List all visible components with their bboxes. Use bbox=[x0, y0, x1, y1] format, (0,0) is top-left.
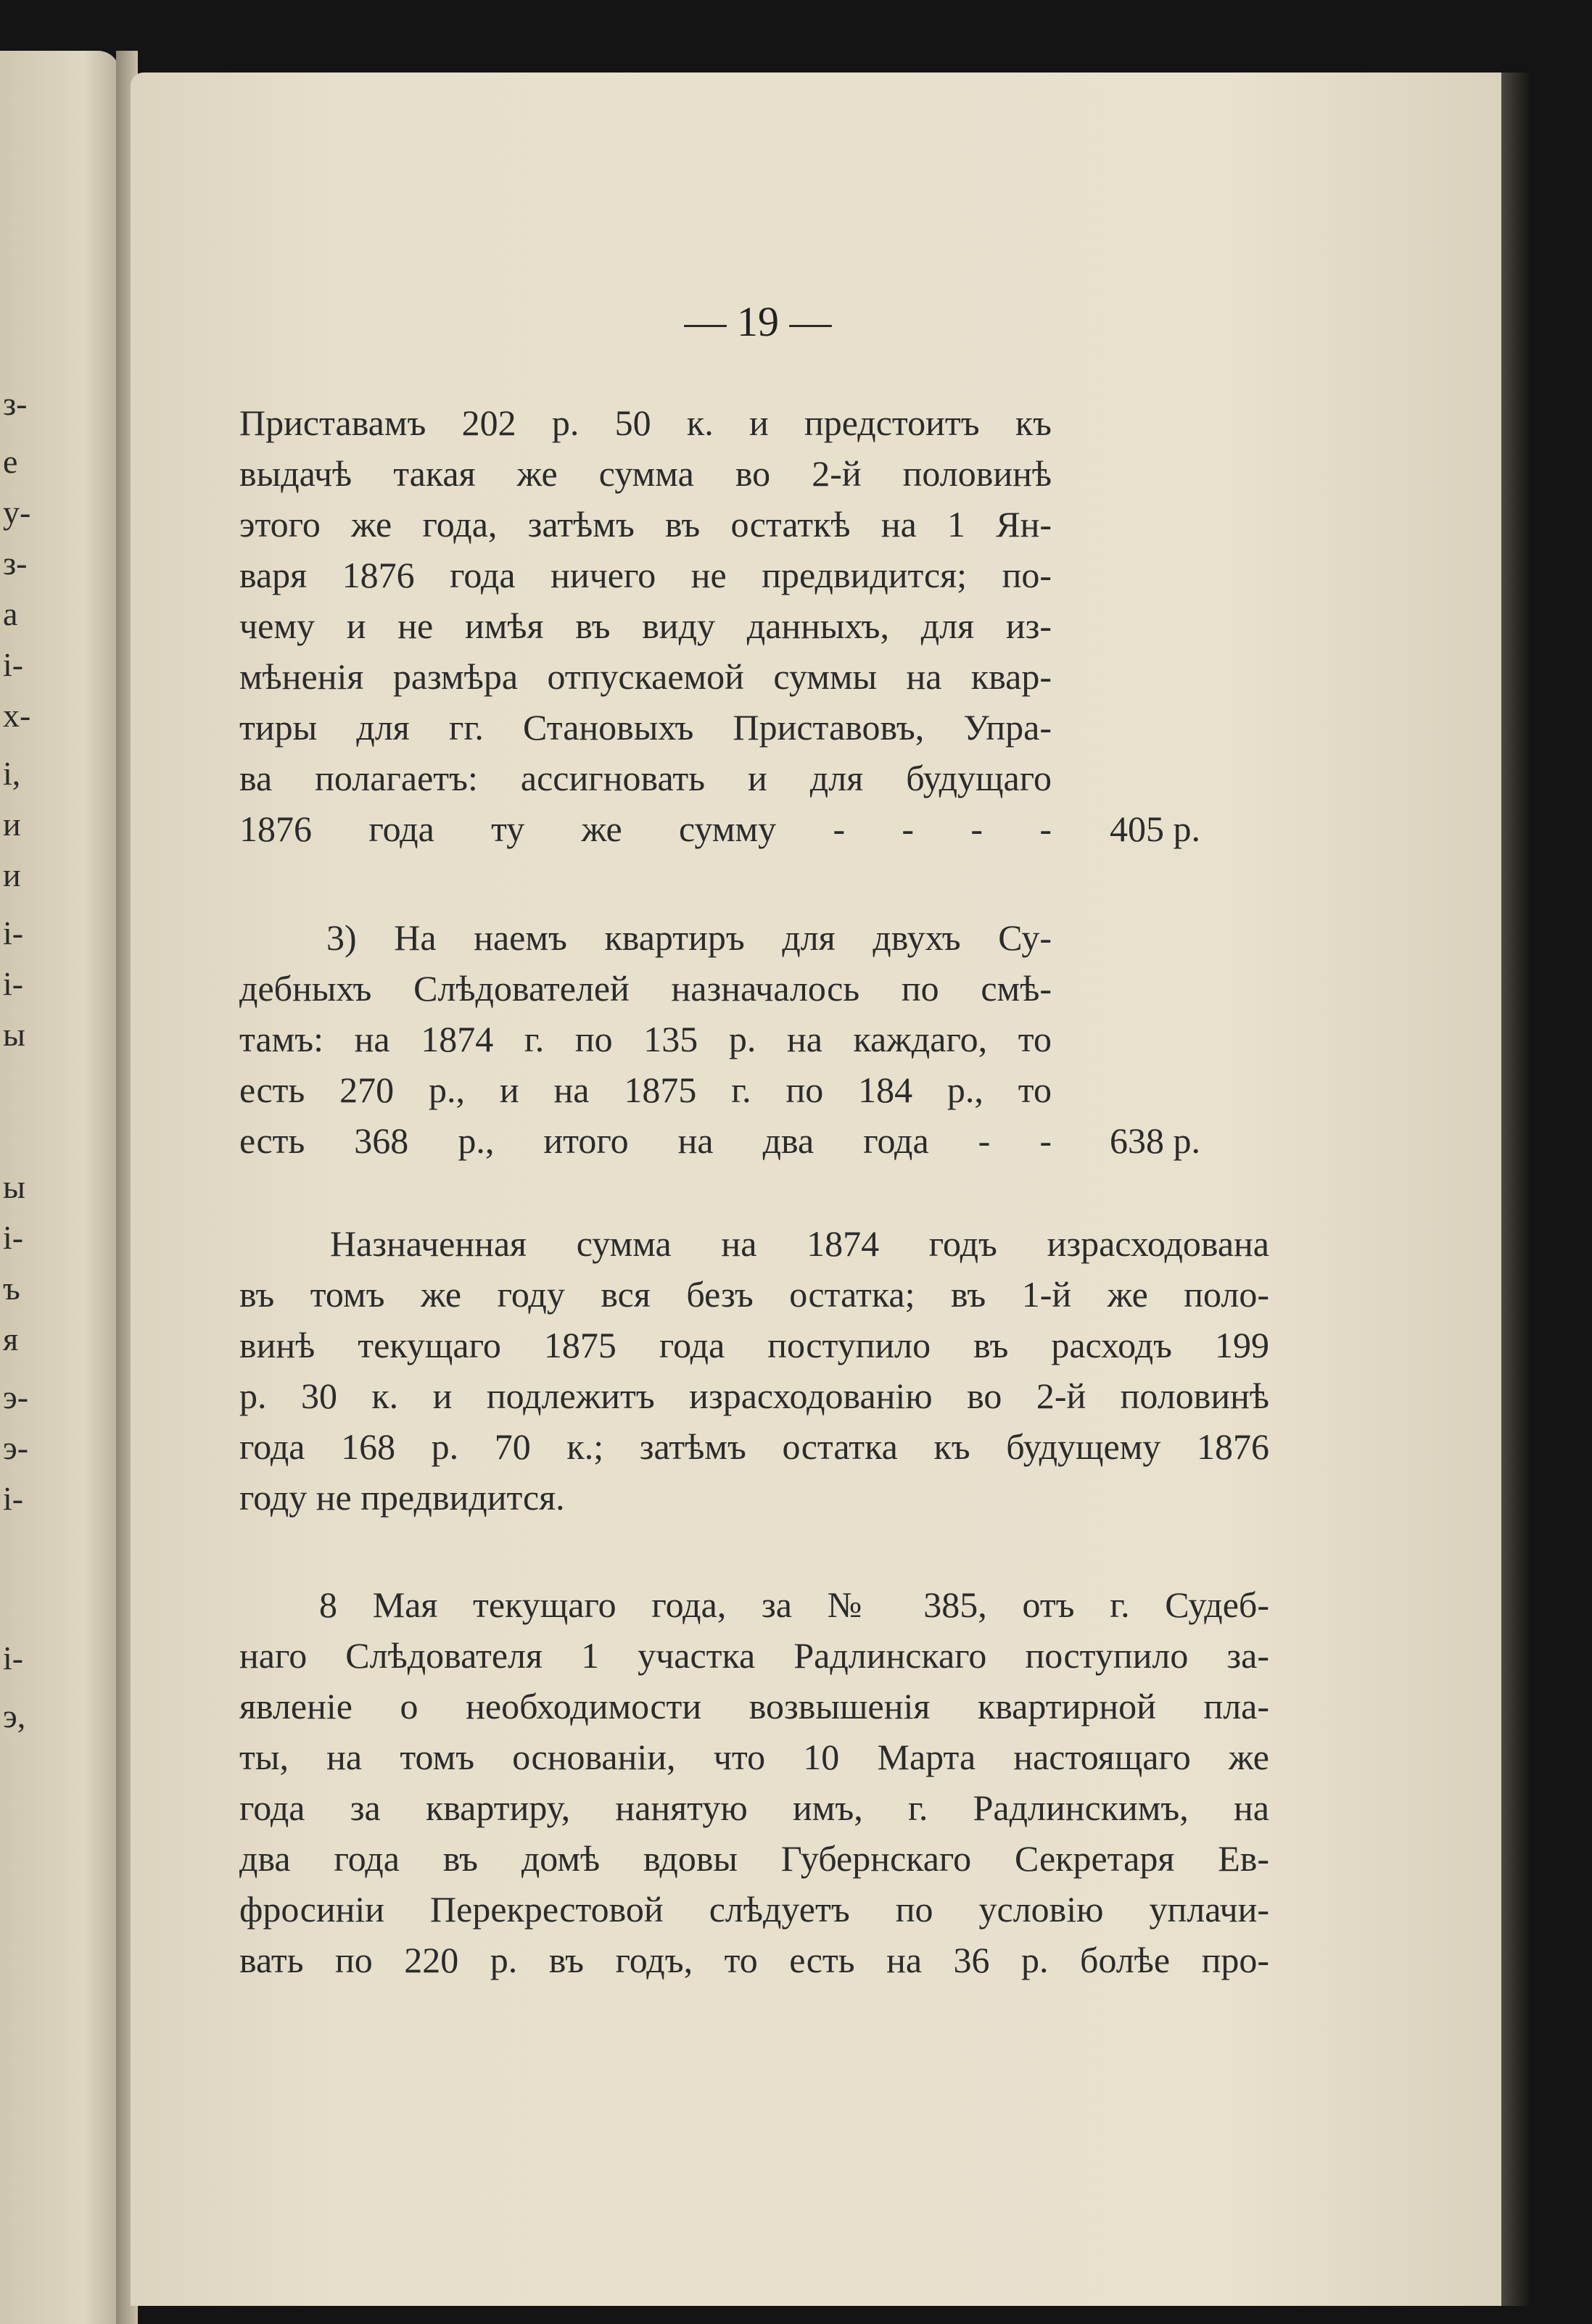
paragraph-1 bbox=[239, 397, 1052, 861]
page-stack-edge bbox=[1501, 73, 1530, 2306]
left-page-fragment: з- bbox=[3, 545, 28, 582]
text-line: выдачѣ такая же сумма во 2-й половинѣ bbox=[239, 453, 1052, 494]
text-line: Приставамъ 202 р. 50 к. и предстоитъ къ bbox=[239, 402, 1052, 443]
left-page-fragment: а bbox=[3, 595, 18, 632]
text-line: тиры для гг. Становыхъ Приставовъ, Упра- bbox=[239, 707, 1052, 748]
text-line: тамъ: на 1874 г. по 135 р. на каждаго, то bbox=[239, 1019, 1052, 1059]
left-page-fragment: з- bbox=[3, 385, 28, 422]
text-line: наго Слѣдователя 1 участка Радлинскаго поступило за- bbox=[239, 1635, 1269, 1676]
paragraph-2 bbox=[239, 912, 1052, 1173]
text-line: этого же года, затѣмъ въ остаткѣ на 1 Ян- bbox=[239, 504, 1052, 545]
text-line: дебныхъ Слѣдователей назначалось по смѣ- bbox=[239, 968, 1052, 1009]
left-page-fragment: і- bbox=[3, 646, 24, 683]
paragraph-4 bbox=[239, 1579, 1269, 1993]
text-line: 1876 года ту же сумму - - - - bbox=[239, 809, 1052, 849]
text-line: вать по 220 р. въ годъ, то есть на 36 р. болѣе про- bbox=[239, 1940, 1269, 1980]
page-number: — 19 — bbox=[684, 298, 832, 345]
text-line: ты, на томъ основаніи, что 10 Марта настоящаго же bbox=[239, 1737, 1269, 1777]
left-page-fragment: и bbox=[3, 806, 21, 843]
left-page-fragment: ы bbox=[3, 1168, 25, 1205]
amount-405: 405 р. bbox=[1110, 809, 1200, 849]
left-page-fragment: і- bbox=[3, 1639, 24, 1676]
left-page-fragment: і- bbox=[3, 965, 24, 1002]
left-page-fragment: ъ bbox=[3, 1270, 20, 1307]
left-page-edge bbox=[0, 51, 120, 2324]
left-page-fragment: і- bbox=[3, 1219, 24, 1256]
text-line: 3) На наемъ квартиръ для двухъ Су- bbox=[326, 917, 1052, 958]
text-line: мѣненія размѣра отпускаемой суммы на квар- bbox=[239, 656, 1052, 697]
left-page-fragment: і- bbox=[3, 1480, 24, 1517]
left-page-fragment: и bbox=[3, 856, 21, 893]
text-line: р. 30 к. и подлежитъ израсходованію во 2-й половинѣ bbox=[239, 1376, 1269, 1416]
left-page-fragment: я bbox=[3, 1320, 19, 1357]
left-page-fragment: э- bbox=[3, 1378, 29, 1415]
text-line: есть 270 р., и на 1875 г. по 184 р., то bbox=[239, 1070, 1052, 1110]
left-page-fragment: е bbox=[3, 443, 18, 480]
text-line: 8 Мая текущаго года, за № 385, отъ г. Судеб- bbox=[319, 1584, 1269, 1625]
text-line: Назначенная сумма на 1874 годъ израсходована bbox=[330, 1223, 1269, 1264]
left-page-fragment: э, bbox=[3, 1697, 26, 1734]
text-line: ва полагаетъ: ассигновать и для будущаго bbox=[239, 758, 1052, 798]
text-line: чему и не имѣя въ виду данныхъ, для из- bbox=[239, 605, 1052, 646]
left-page-fragment: і, bbox=[3, 755, 21, 792]
text-line: года за квартиру, нанятую имъ, г. Радлинскимъ, на bbox=[239, 1787, 1269, 1828]
text-line: винѣ текущаго 1875 года поступило въ расходъ 199 bbox=[239, 1325, 1269, 1365]
paragraph-3 bbox=[239, 1218, 1269, 1530]
text-line: въ томъ же году вся безъ остатка; въ 1-й же поло- bbox=[239, 1274, 1269, 1315]
left-page-fragment: ы bbox=[3, 1016, 25, 1053]
left-page-fragment: у- bbox=[3, 494, 31, 531]
text-line: явленіе о необходимости возвышенія квартирной пла- bbox=[239, 1686, 1269, 1727]
text-line: два года въ домѣ вдовы Губернскаго Секретаря Ев- bbox=[239, 1838, 1269, 1879]
text-line: фросиніи Перекрестовой слѣдуетъ по условію уплачи- bbox=[239, 1889, 1269, 1930]
text-line: года 168 р. 70 к.; затѣмъ остатка къ будущему 1876 bbox=[239, 1426, 1269, 1467]
text-line: году не предвидится. bbox=[239, 1477, 565, 1518]
text-line: есть 368 р., итого на два года - - bbox=[239, 1120, 1052, 1161]
left-page-fragment: х- bbox=[3, 697, 31, 734]
left-page-fragment: э- bbox=[3, 1429, 29, 1466]
amount-638: 638 р. bbox=[1110, 1120, 1200, 1161]
left-page-fragment: і- bbox=[3, 914, 24, 951]
text-line: варя 1876 года ничего не предвидится; по- bbox=[239, 555, 1052, 595]
